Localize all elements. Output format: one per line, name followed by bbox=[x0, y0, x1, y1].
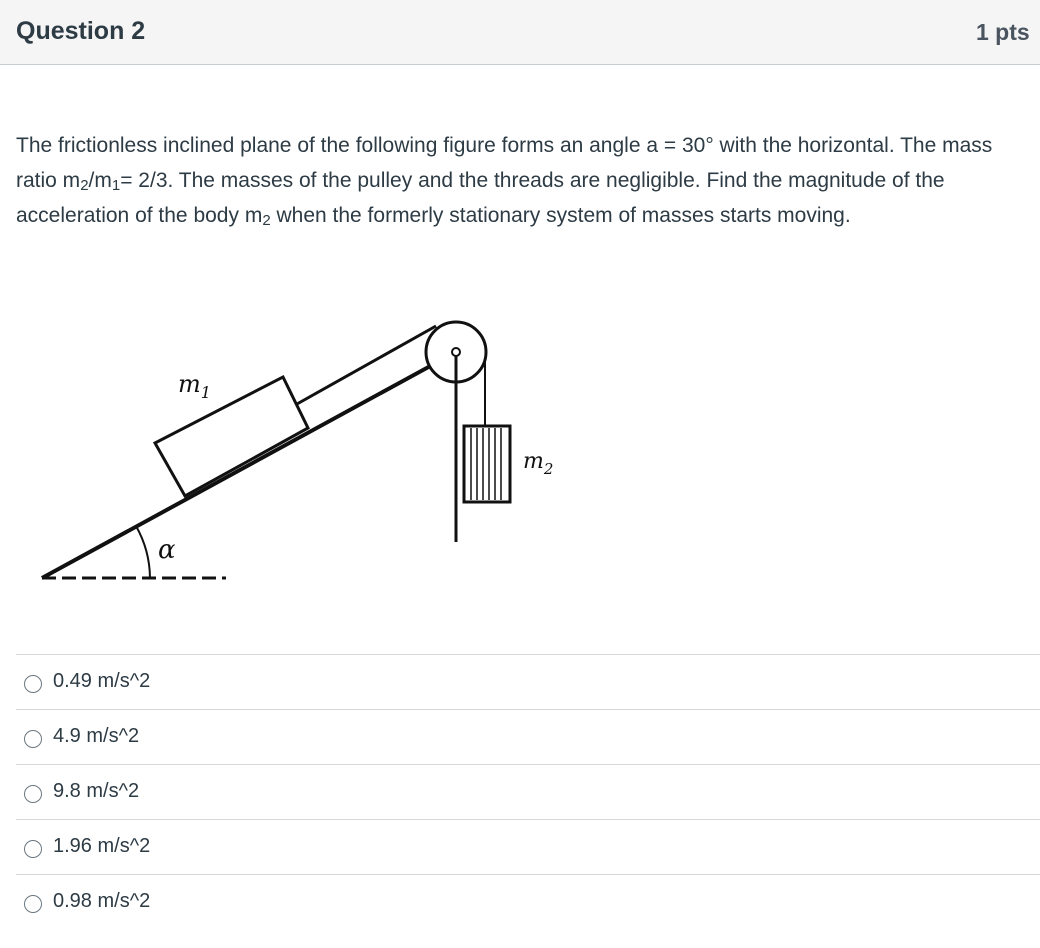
radio-button[interactable] bbox=[24, 840, 42, 858]
thread-incline bbox=[297, 326, 436, 404]
angle-arc bbox=[136, 526, 150, 578]
radio-button[interactable] bbox=[24, 675, 42, 693]
answer-option[interactable] bbox=[16, 709, 1040, 764]
answer-label[interactable]: 0.49 m/s^2 bbox=[53, 670, 151, 692]
question-header bbox=[0, 0, 1040, 65]
question-title: Question 2 bbox=[16, 17, 146, 45]
answer-option[interactable] bbox=[16, 819, 1040, 874]
label-angle: α bbox=[158, 535, 176, 565]
question-text-part: when the formerly stationary system of masses starts moving. bbox=[270, 204, 851, 227]
subscript: 1 bbox=[111, 177, 121, 194]
pulley-axle bbox=[452, 348, 460, 356]
radio-button[interactable] bbox=[24, 785, 42, 803]
answer-option[interactable] bbox=[16, 654, 1040, 709]
radio-button[interactable] bbox=[24, 895, 42, 913]
label-m1: $m_1$ bbox=[178, 370, 211, 402]
incline-plane bbox=[42, 352, 456, 578]
subscript: 2 bbox=[262, 212, 271, 229]
question-text-part: = 2/3. The masses of the pulley and the threads are negligible. Find the magnitude of the acceleration of the body m bbox=[16, 169, 945, 227]
answer-option[interactable] bbox=[16, 764, 1040, 819]
radio-button[interactable] bbox=[24, 730, 42, 748]
answer-option[interactable] bbox=[16, 874, 1040, 929]
answer-list bbox=[16, 654, 1040, 929]
incline-pulley-figure bbox=[0, 300, 600, 600]
question-text-part: The frictionless inclined plane of the following figure forms an angle a = 30° with the horizontal. The mass ratio m bbox=[16, 134, 993, 192]
label-m2: $m_2$ bbox=[523, 449, 554, 478]
question-text-part: /m bbox=[88, 169, 112, 192]
answer-label[interactable]: 4.9 m/s^2 bbox=[53, 725, 140, 747]
answer-label[interactable]: 9.8 m/s^2 bbox=[53, 780, 140, 802]
question-points: 1 pts bbox=[976, 19, 1030, 45]
question-text bbox=[16, 128, 1016, 233]
subscript: 2 bbox=[80, 177, 89, 194]
answer-label[interactable]: 1.96 m/s^2 bbox=[53, 835, 151, 857]
answer-label[interactable]: 0.98 m/s^2 bbox=[53, 890, 151, 912]
